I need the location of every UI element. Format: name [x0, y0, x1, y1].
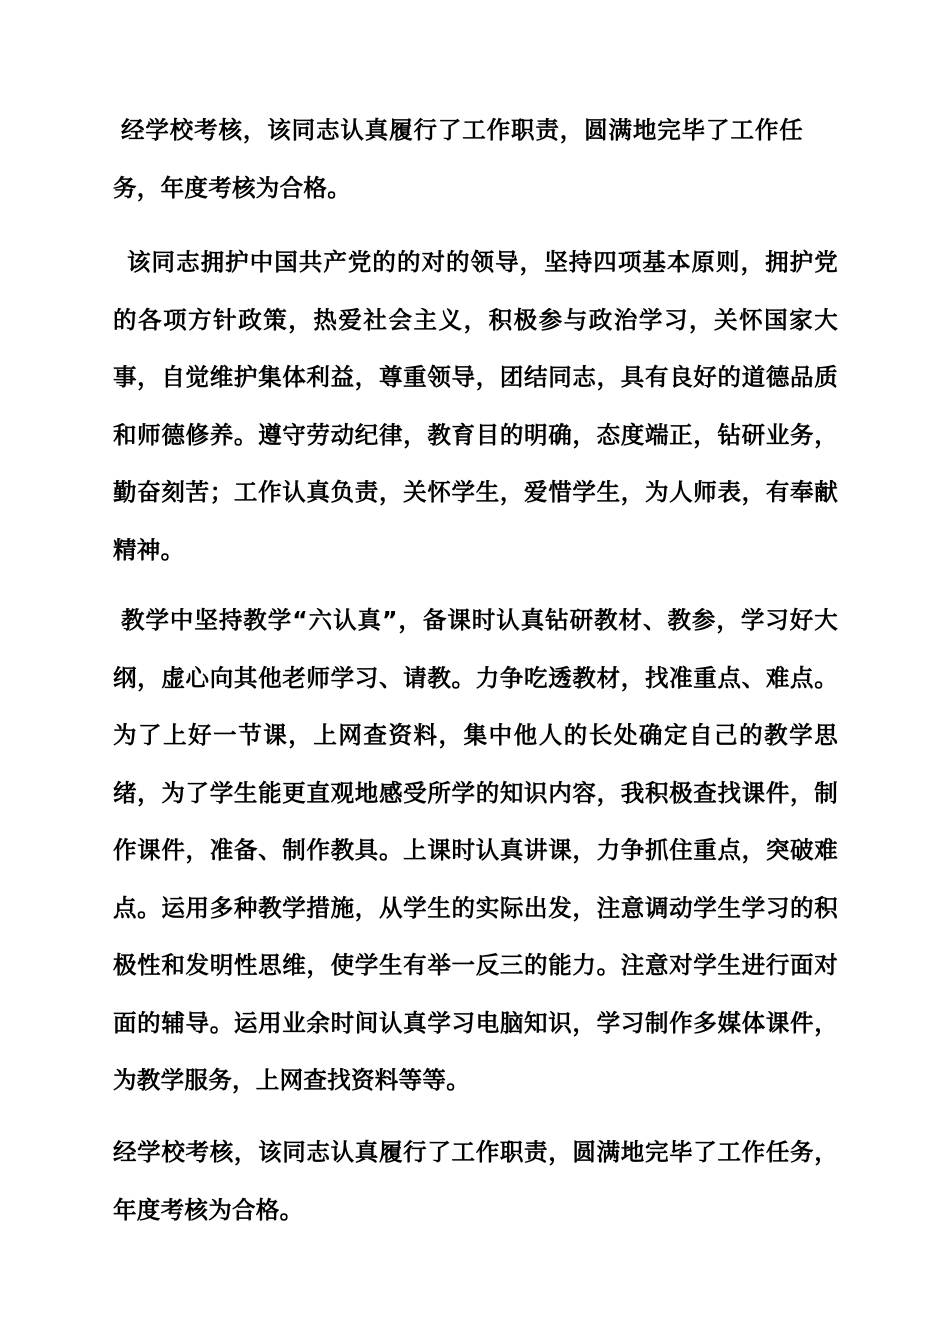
- paragraph-assessment-conclusion: 经学校考核，该同志认真履行了工作职责，圆满地完毕了工作任务，年度考核为合格。: [113, 1138, 838, 1224]
- paragraph-teaching-work: 教学中坚持教学“六认真”，备课时认真钻研教材、教参，学习好大纲，虚心向其他老师学习、请教。力争吃透教材，找准重点、难点。为了上好一节课，上网查资料，集中他人的长处确定自己的教学思绪，为了学生能更直观地感受所学的知识内容，我积极查找课件，制作课件，准备、制作教具。上课时认真讲课，力争抓住重点，突破难点。运用多种教学措施，从学生的实际出发，注意调动学生学习的积极性和发明性思维，使学生有举一反三的能力。注意对学生进行面对面的辅导。运用业余时间认真学习电脑知识，学习制作多媒体课件，为教学服务，上网查找资料等等。: [113, 606, 838, 1094]
- paragraph-assessment-intro: 经学校考核，该同志认真履行了工作职责，圆满地完毕了工作任务，年度考核为合格。: [113, 116, 803, 202]
- paragraph-political-conduct: 该同志拥护中国共产党的的对的领导，坚持四项基本原则，拥护党的各项方针政策，热爱社会主义，积极参与政治学习，关怀国家大事，自觉维护集体利益，尊重领导，团结同志，具有良好的道德品质和师德修养。遵守劳动纪律，教育目的明确，态度端正，钻研业务，勤奋刻苦；工作认真负责，关怀学生，爱惜学生，为人师表，有奉献精神。: [113, 248, 838, 564]
